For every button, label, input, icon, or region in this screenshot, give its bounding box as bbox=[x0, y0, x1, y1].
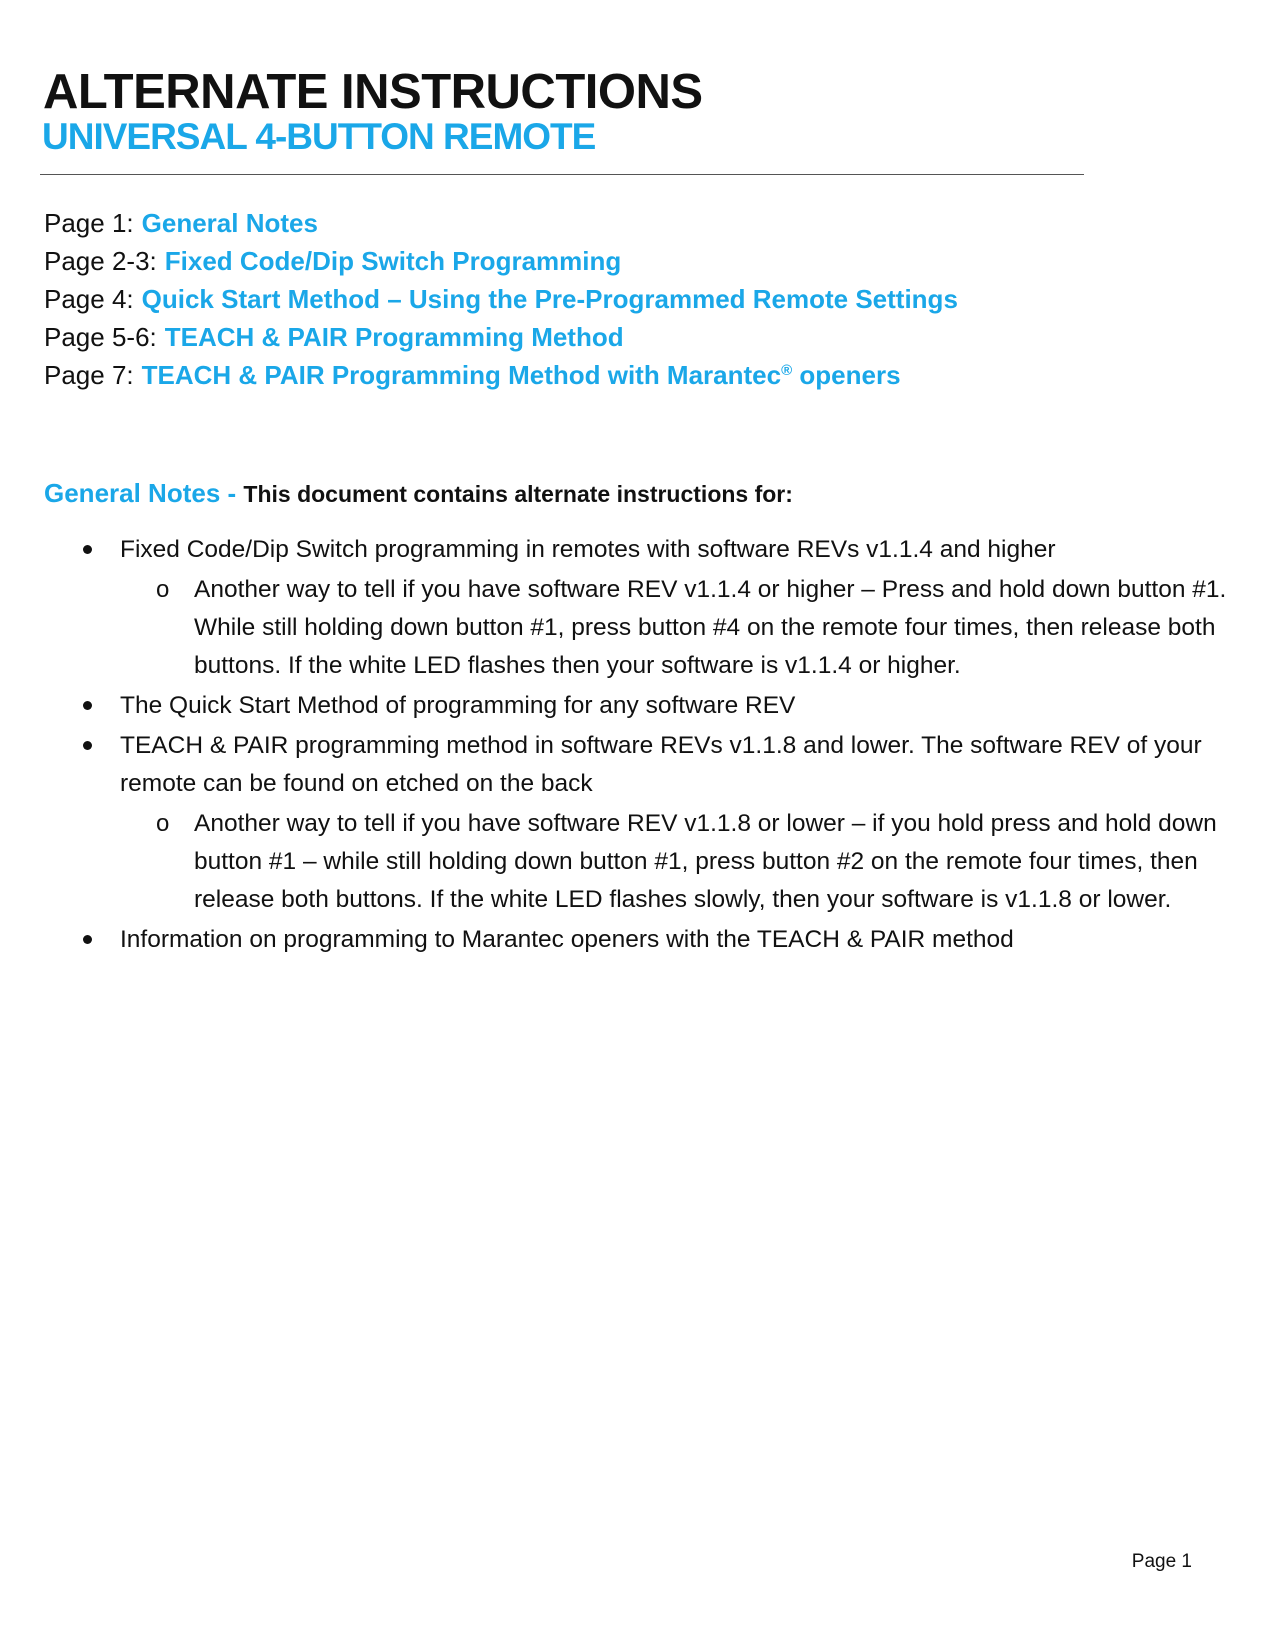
list-item-text: Fixed Code/Dip Switch programming in remotes with software REVs v1.1.4 and higher bbox=[120, 536, 1056, 563]
toc-entry-teach-pair bbox=[44, 318, 958, 356]
page-number: Page 1 bbox=[1131, 1551, 1192, 1572]
toc-page-ref: Page 7: bbox=[44, 360, 134, 390]
sub-list-item bbox=[82, 805, 1232, 919]
general-notes-heading bbox=[44, 476, 793, 511]
list-item-text: TEACH & PAIR programming method in software REVs v1.1.8 and lower. The software REV of your remote can be found on etched on the back bbox=[120, 732, 1202, 797]
list-item bbox=[82, 921, 1232, 959]
sub-list-item-text: Another way to tell if you have software REV v1.1.8 or lower – if you hold press and hold down button #1 – while still holding down button #1, press button #2 on the remote four times, then release both buttons. If the white LED flashes slowly, then your software is v1.1.8 or lower. bbox=[194, 810, 1217, 913]
toc-page-ref: Page 4: bbox=[44, 284, 134, 314]
toc-link-fixed-code[interactable]: Fixed Code/Dip Switch Programming bbox=[164, 246, 622, 276]
toc-page-ref: Page 5-6: bbox=[44, 322, 157, 352]
bullet-icon bbox=[83, 701, 92, 710]
toc-entry-teach-pair-marantec bbox=[44, 356, 958, 394]
general-notes-label: General Notes - bbox=[44, 478, 244, 508]
list-item bbox=[82, 531, 1232, 569]
bullet-icon bbox=[83, 935, 92, 944]
general-notes-intro: This document contains alternate instructions for: bbox=[243, 481, 793, 507]
toc-page-ref: Page 2-3: bbox=[44, 246, 157, 276]
toc-link-text: TEACH & PAIR Programming Method with Marantec bbox=[141, 360, 782, 390]
title-divider bbox=[40, 174, 1084, 175]
toc-link-suffix: openers bbox=[792, 360, 901, 390]
sub-list-item bbox=[82, 571, 1232, 685]
list-item-text: The Quick Start Method of programming for any software REV bbox=[120, 692, 796, 719]
toc-page-ref: Page 1: bbox=[44, 208, 134, 238]
general-notes-list bbox=[82, 531, 1232, 961]
toc-link-quick-start[interactable]: Quick Start Method – Using the Pre-Programmed Remote Settings bbox=[141, 284, 958, 314]
toc-link-teach-pair[interactable]: TEACH & PAIR Programming Method bbox=[164, 322, 624, 352]
toc-link-general-notes[interactable]: General Notes bbox=[141, 208, 318, 238]
toc-entry-general-notes bbox=[44, 204, 958, 242]
document-title: ALTERNATE INSTRUCTIONS bbox=[43, 65, 703, 119]
toc-entry-quick-start bbox=[44, 280, 958, 318]
hollow-bullet-icon: o bbox=[156, 810, 170, 837]
table-of-contents bbox=[44, 204, 958, 394]
list-item bbox=[82, 727, 1232, 803]
bullet-icon bbox=[83, 741, 92, 750]
toc-link-teach-pair-marantec[interactable] bbox=[142, 360, 901, 390]
document-subtitle: UNIVERSAL 4-BUTTON REMOTE bbox=[42, 116, 596, 157]
toc-entry-fixed-code bbox=[44, 242, 958, 280]
sub-list-item-text: Another way to tell if you have software REV v1.1.4 or higher – Press and hold down button #1. While still holding down button #1, press button #4 on the remote four times, then release both buttons. If the white LED flashes then your software is v1.1.4 or higher. bbox=[194, 576, 1227, 679]
bullet-icon bbox=[83, 545, 92, 554]
registered-mark: ® bbox=[781, 362, 793, 379]
hollow-bullet-icon: o bbox=[156, 576, 170, 603]
list-item-text: Information on programming to Marantec openers with the TEACH & PAIR method bbox=[120, 926, 1014, 953]
list-item bbox=[82, 687, 1232, 725]
